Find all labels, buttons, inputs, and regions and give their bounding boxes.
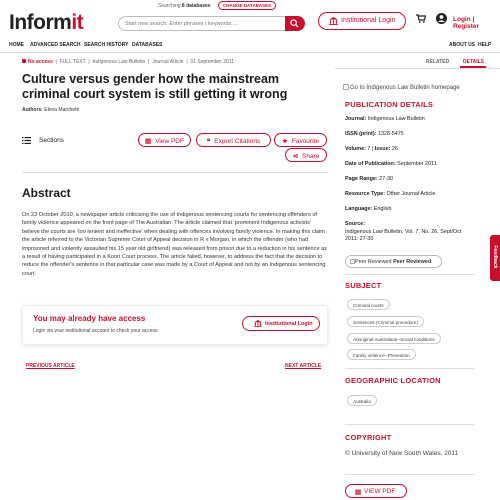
article-title: Culture versus gender how the mainstream criminal court system is still getting it wrong <box>22 72 288 101</box>
share-icon: ⊲ <box>292 153 299 160</box>
field-journal: Journal: Indigenous Law Bulletin <box>345 116 425 122</box>
favourite-button[interactable]: ★ Favourite <box>274 133 327 147</box>
nav-advanced-search[interactable]: ADVANCED SEARCH <box>30 42 81 48</box>
next-article-link[interactable]: NEXT ARTICLE <box>285 363 322 369</box>
search-icon <box>290 19 299 28</box>
previous-article-link[interactable]: PREVIOUS ARTICLE <box>26 363 75 369</box>
view-pdf-button[interactable]: ▤ View PDF <box>138 133 191 147</box>
panel-rule <box>345 274 475 275</box>
article-authors: Authors: Elena Marchetti <box>22 107 79 113</box>
abstract-text: On 23 October 2010, a newspaper article criticising the use of Indigenous sentencing courts for sentencing offenders of family violence appeared on the front page of The Australian. The article claimed that 'prominent Indigenous activists' believe the courts are 'too lenient and ineffective' when dealing with offences involving family violence. In making this claim the article referred to the Victorian Supreme Court of Appeal decision in R v Morgan, in which the offender (who had imprisoned and violently assaulted his 15 year old girlfriend) was released from prison due to a reduction in his sentence as a result of having participated in a Koori Court process. The article failed, however, to address the fact that the decision to reduce the offender's sentence in that particular case was made by a Court of Appeal and not by an Indigenous sentencing court. <box>22 212 328 277</box>
field-issn: ISSN (print): 1328-5475 <box>345 131 404 137</box>
nav-search-history[interactable]: SEARCH HISTORY <box>84 42 129 48</box>
content-divider <box>22 172 328 173</box>
list-icon <box>22 137 31 144</box>
subject-heading: SUBJECT <box>345 281 382 290</box>
cart-icon[interactable] <box>416 14 426 23</box>
share-button[interactable]: ⊲ Share <box>285 148 327 162</box>
searching-databases-label: Searching 8 databases <box>158 3 211 9</box>
feedback-tab[interactable]: Feedback <box>490 235 500 281</box>
search-button[interactable] <box>285 16 305 31</box>
panel-rule <box>345 474 475 475</box>
sections-toggle[interactable]: Sections <box>22 137 64 144</box>
journal-homepage-image[interactable]: Go to Indigenous Law Bulletin homepage <box>343 84 473 92</box>
pdf-icon: ▤ <box>355 489 362 496</box>
field-volume-issue: Volume: 7 | Issue: 26 <box>345 146 398 152</box>
peer-reviewed-badge: Peer Reviewed Peer Reviewed <box>345 255 442 268</box>
informit-logo[interactable]: Informit <box>9 11 84 34</box>
location-tag[interactable]: Australia <box>347 395 377 406</box>
institution-icon <box>329 17 338 25</box>
copyright-heading: COPYRIGHT <box>345 433 392 442</box>
panel-rule <box>345 424 475 425</box>
abstract-heading: Abstract <box>22 186 71 200</box>
change-databases-button[interactable]: CHANGE DATABASES <box>218 1 276 10</box>
search-input[interactable]: Start new search. Enter phrases | keywords ... <box>118 16 286 31</box>
field-page-range: Page Range: 27-30 <box>345 176 393 182</box>
publication-details-heading: PUBLICATION DETAILS <box>345 100 434 109</box>
login-register-link[interactable]: Login | Register <box>453 16 480 30</box>
star-icon: ★ <box>282 138 288 145</box>
access-notice <box>22 305 328 345</box>
field-publication-date: Date of Publication: September 2011 <box>345 161 437 167</box>
user-icon[interactable] <box>436 13 447 24</box>
subject-tag[interactable]: Sentences (Criminal procedure) <box>347 316 424 327</box>
institutional-login-button[interactable]: Institutional Login <box>318 12 406 30</box>
nav-about-us[interactable]: ABOUT US <box>449 42 476 48</box>
access-title: You may already have access <box>33 314 146 323</box>
subject-tag[interactable]: Criminal courts <box>347 299 390 310</box>
pdf-icon: ▤ <box>145 138 152 145</box>
main-nav <box>0 41 500 51</box>
panel-rule <box>345 368 475 369</box>
nav-databases[interactable]: DATABASES <box>132 42 163 48</box>
article-meta: No access | FULL TEXT | Indigenous Law Bulletin | Journal Article | 01 September 2011 <box>22 59 234 65</box>
tab-details[interactable]: DETAILS <box>463 59 485 65</box>
site-header <box>0 0 500 40</box>
subject-tag[interactable]: Family violence--Prevention <box>347 349 416 360</box>
access-institutional-login-button[interactable]: Institutional Login <box>242 316 320 331</box>
nav-help[interactable]: HELP <box>478 42 492 48</box>
panel-divider <box>335 68 500 69</box>
field-language: Language: English <box>345 206 392 212</box>
panel-view-pdf-button[interactable]: ▤ VIEW PDF <box>345 484 407 498</box>
geographic-location-heading: GEOGRAPHIC LOCATION <box>345 376 441 385</box>
broken-image-icon <box>343 84 349 90</box>
field-resource-type: Resource Type: Other Journal Article <box>345 191 436 197</box>
lock-icon <box>22 59 26 63</box>
export-citations-button[interactable]: ❝ Export Citations <box>196 133 271 147</box>
subject-tag[interactable]: Aboriginal Australians--Social conditions <box>347 333 441 344</box>
quote-icon: ❝ <box>206 138 211 145</box>
copyright-text: © University of New South Wales, 2011 <box>345 450 459 457</box>
institution-icon <box>254 320 262 327</box>
tab-related[interactable]: RELATED <box>426 59 450 65</box>
field-source: Source: Indigenous Law Bulletin, Vol. 7, No. 26, Sept/Oct 2011: 27-30 <box>345 221 462 242</box>
access-text: Login via your institutional account to check your access <box>33 328 158 334</box>
nav-divider <box>0 52 500 53</box>
nav-home[interactable]: HOME <box>9 42 24 48</box>
